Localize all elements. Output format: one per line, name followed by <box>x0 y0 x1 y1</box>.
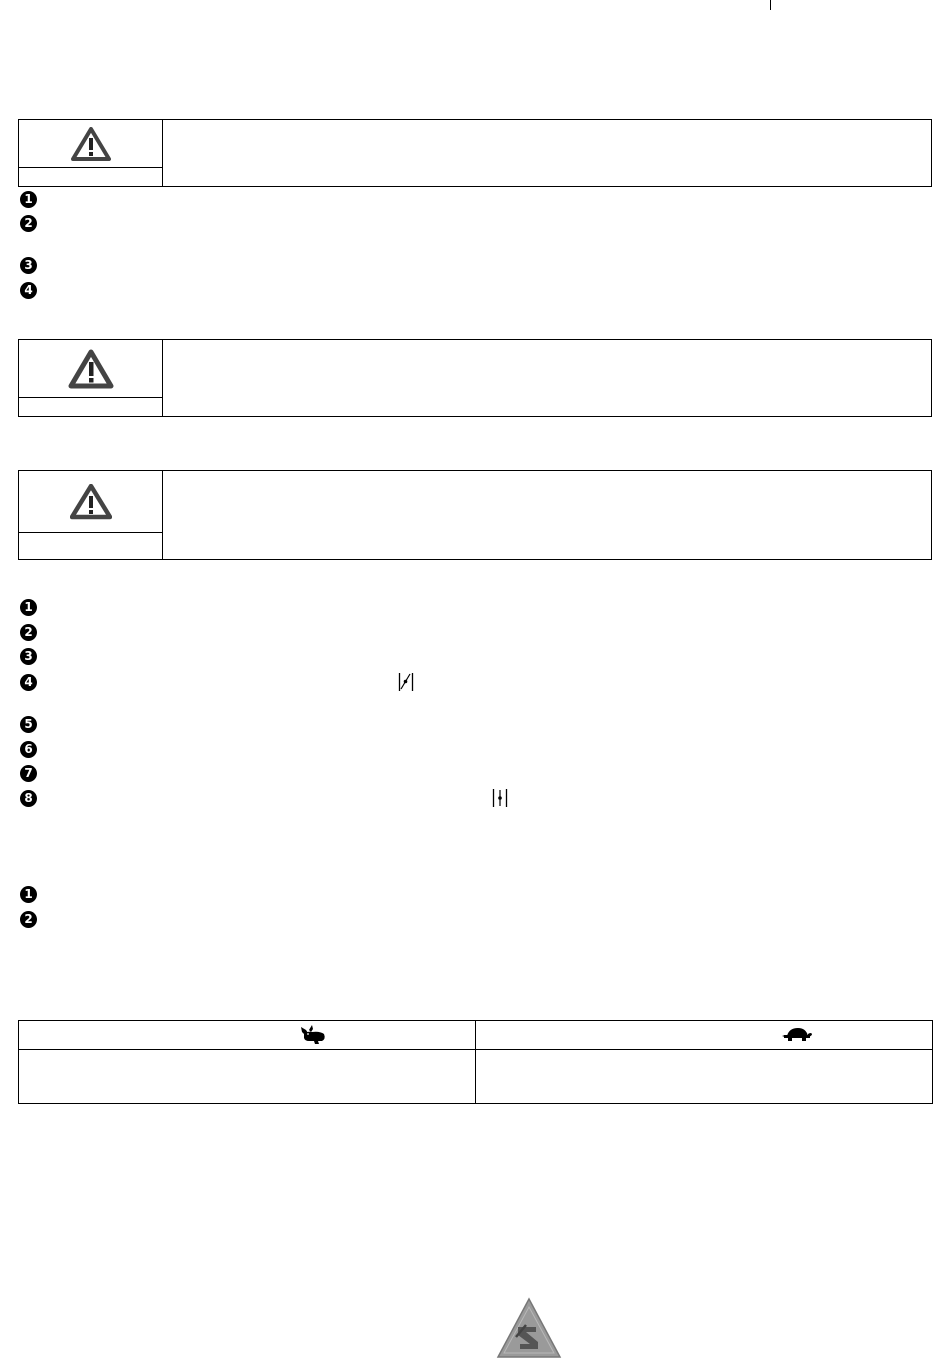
warning-triangle-icon <box>68 349 114 389</box>
warning-box-2 <box>18 339 932 417</box>
list-marker-1: 1 <box>20 191 37 208</box>
list-marker-6: 6 <box>20 741 37 758</box>
warning-icon-cell <box>19 120 163 186</box>
table-divider <box>475 1021 476 1103</box>
list-marker-1: 1 <box>20 886 37 903</box>
warning-icon-area <box>19 340 162 398</box>
turtle-icon <box>781 1026 813 1042</box>
list-marker-5: 5 <box>20 716 37 733</box>
hazard-triangle-logo-icon <box>496 1297 562 1359</box>
list-marker-4: 4 <box>20 282 37 299</box>
list-marker-3: 3 <box>20 648 37 665</box>
warning-box-1 <box>18 119 932 187</box>
list-marker-1: 1 <box>20 599 37 616</box>
warning-label-cell <box>19 167 162 186</box>
list-marker-8: 8 <box>20 790 37 807</box>
list-marker-3: 3 <box>20 257 37 274</box>
warning-triangle-icon <box>70 484 112 520</box>
list-marker-4: 4 <box>20 674 37 691</box>
warning-icon-area <box>19 120 162 168</box>
list-marker-7: 7 <box>20 765 37 782</box>
warning-icon-area <box>19 471 162 533</box>
warning-label-cell <box>19 532 162 559</box>
table-divider <box>19 1049 932 1050</box>
closed-switch-symbol-icon <box>398 671 414 693</box>
warning-icon-cell <box>19 340 163 416</box>
list-marker-2: 2 <box>20 215 37 232</box>
speed-table <box>18 1020 933 1104</box>
warning-label-cell <box>19 397 162 416</box>
open-switch-symbol-icon <box>492 787 508 809</box>
warning-triangle-icon <box>71 127 111 161</box>
warning-box-3 <box>18 470 932 560</box>
warning-icon-cell <box>19 471 163 559</box>
list-marker-2: 2 <box>20 624 37 641</box>
rabbit-icon <box>298 1025 326 1045</box>
top-edge-mark <box>770 0 771 10</box>
list-marker-2: 2 <box>20 911 37 928</box>
